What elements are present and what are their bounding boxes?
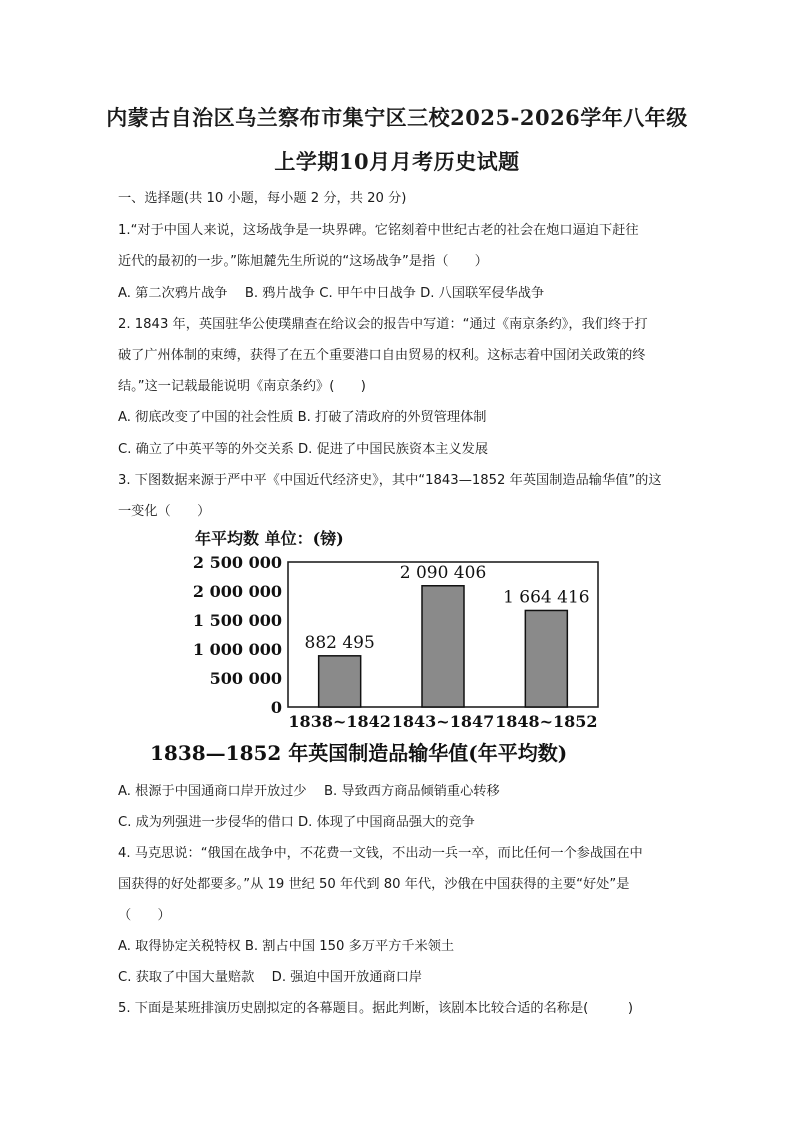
q3-line-1: 3. 下图数据来源于严中平《中国近代经济史》，其中“1843—1852 年英国制造品输华值”的这 <box>118 473 662 488</box>
y-tick-label: 1 500 000 <box>192 611 282 630</box>
q1-line-2: 近代的最初的一步。”陈旭麓先生所说的“这场战争”是指（ ） <box>118 254 488 269</box>
x-tick-label: 1843~1847 <box>391 712 495 731</box>
x-tick-label: 1848~1852 <box>495 712 598 731</box>
bar-chart <box>145 520 625 770</box>
chart-caption: 1838—1852 年英国制造品输华值(年平均数) <box>150 741 568 765</box>
q3-options-ab: A. 根源于中国通商口岸开放过少 B. 导致西方商品倾销重心转移 <box>118 784 500 799</box>
y-tick-label: 2 500 000 <box>192 553 282 572</box>
bar <box>422 586 464 707</box>
bar <box>319 656 361 707</box>
q2-options-cd: C. 确立了中英平等的外交关系 D. 促进了中国民族资本主义发展 <box>118 442 489 457</box>
q1-options: A. 第二次鸦片战争 B. 鸦片战争 C. 甲午中日战争 D. 八国联军侵华战争 <box>118 286 545 301</box>
q4-line-2: 国获得的好处都要多。”从 19 世纪 50 年代到 80 年代，沙俄在中国获得的主要“好处”是 <box>118 877 630 892</box>
q3-options-cd: C. 成为列强进一步侵华的借口 D. 体现了中国商品强大的竞争 <box>118 815 475 830</box>
section-heading: 一、选择题(共 10 小题，每小题 2 分，共 20 分) <box>118 191 407 206</box>
y-tick-label: 500 000 <box>209 669 282 688</box>
x-tick-label: 1838~1842 <box>288 712 391 731</box>
bar-value-label: 1 664 416 <box>503 587 590 608</box>
bar-value-label: 882 495 <box>304 632 375 653</box>
q2-options-ab: A. 彻底改变了中国的社会性质 B. 打破了清政府的外贸管理体制 <box>118 410 487 425</box>
y-tick-label: 0 <box>270 698 282 717</box>
q5-line-1: 5. 下面是某班排演历史剧拟定的各幕题目。据此判断，该剧本比较合适的名称是( ) <box>118 1001 633 1016</box>
chart-unit-label: 年平均数 单位：(镑) <box>195 529 344 548</box>
q2-line-1: 2. 1843 年，英国驻华公使璞鼎查在给议会的报告中写道：“通过《南京条约》，我们终于打 <box>118 317 648 332</box>
y-tick-label: 1 000 000 <box>192 640 282 659</box>
q2-line-2: 破了广州体制的束缚，获得了在五个重要港口自由贸易的权利。这标志着中国闭关政策的终 <box>118 348 646 363</box>
q1-line-1: 1.“对于中国人来说，这场战争是一块界碑。它铭刻着中世纪古老的社会在炮口逼迫下赶往 <box>118 223 639 238</box>
page-title-line1: 内蒙古自治区乌兰察布市集宁区三校2025-2026学年八年级 <box>106 105 688 130</box>
q4-options-cd: C. 获取了中国大量赔款 D. 强迫中国开放通商口岸 <box>118 970 423 985</box>
q4-line-3: （ ） <box>118 908 171 923</box>
q4-line-1: 4. 马克思说：“俄国在战争中，不花费一文钱，不出动一兵一卒，而比任何一个参战国在中 <box>118 846 643 861</box>
bar <box>525 610 567 707</box>
q4-options-ab: A. 取得协定关税特权 B. 割占中国 150 多万平方千米领土 <box>118 939 455 954</box>
q3-line-2: 一变化（ ） <box>118 504 211 519</box>
bar-value-label: 2 090 406 <box>399 562 487 583</box>
page-title-line2: 上学期10月月考历史试题 <box>274 149 520 174</box>
q2-line-3: 结。”这一记载最能说明《南京条约》( ) <box>118 379 366 394</box>
y-tick-label: 2 000 000 <box>192 582 282 601</box>
